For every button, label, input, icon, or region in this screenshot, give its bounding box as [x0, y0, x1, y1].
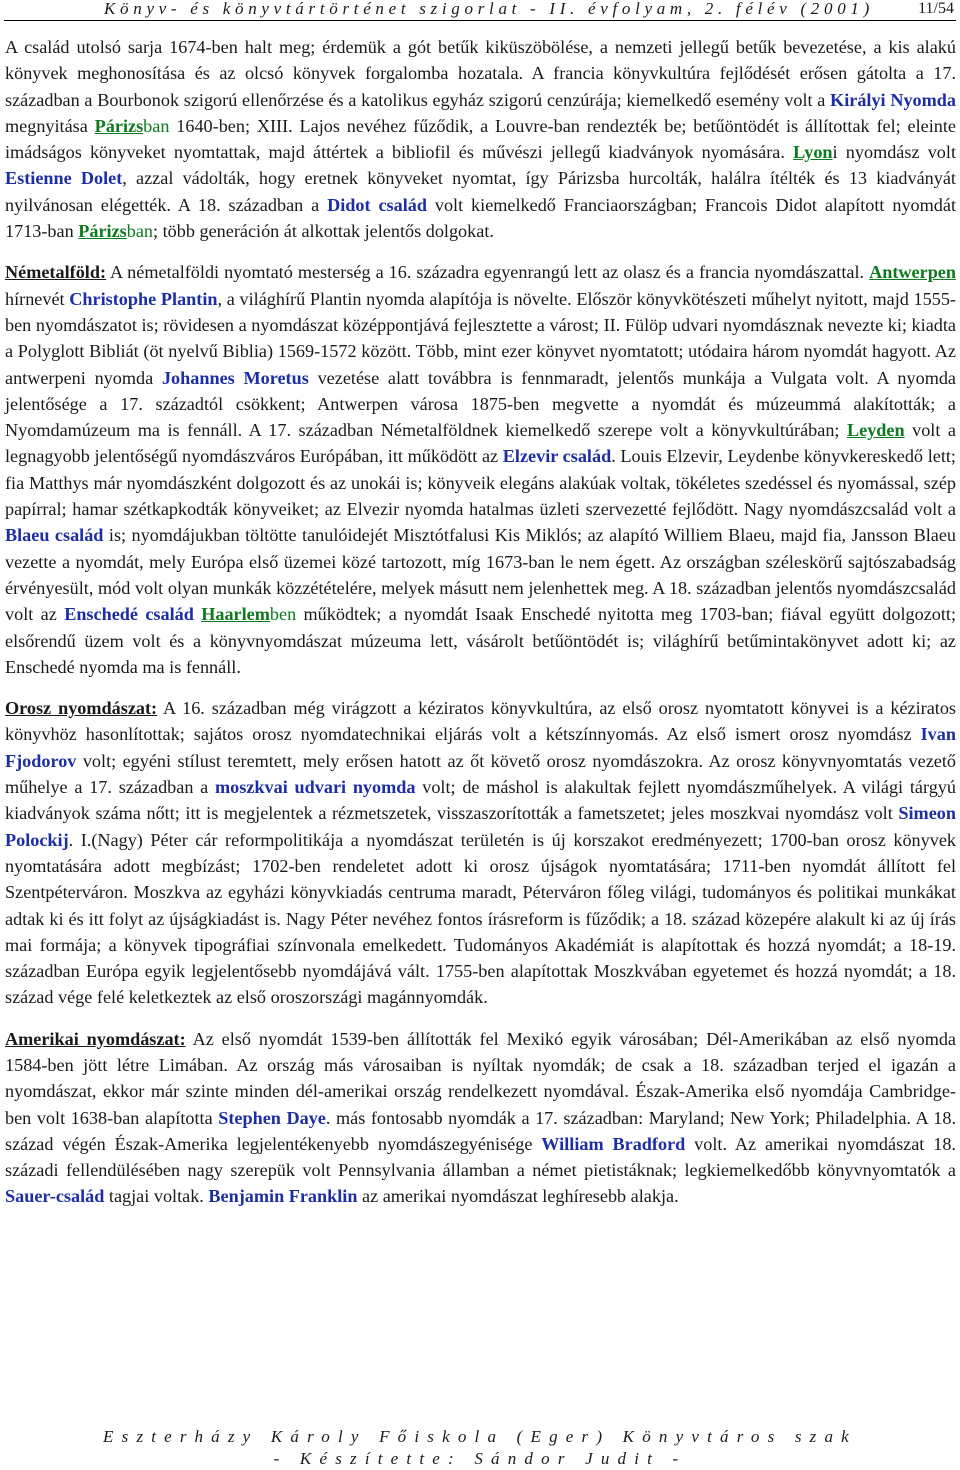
highlight-william-bradford: William Bradford — [541, 1133, 686, 1154]
highlight-stephen-daye: Stephen Daye — [218, 1107, 326, 1128]
highlight-sauer-csalad: Sauer-család — [5, 1186, 105, 1207]
text: tagjai voltak. — [104, 1186, 209, 1207]
section-heading-orosz: Orosz nyomdászat: — [5, 698, 158, 719]
footer-institution: Eszterházy Károly Főiskola (Eger) Könyvtáros szak — [103, 1427, 857, 1446]
highlight-ivan-fjodorov: Ivan Fjodorov — [5, 724, 956, 771]
highlight-estienne-dolet: Estienne Dolet — [5, 168, 123, 189]
page-header — [4, 0, 956, 21]
highlight-christophe-plantin: Christophe Plantin — [69, 288, 218, 309]
place-haarlem: Haarlem — [201, 604, 270, 625]
highlight-blaeu-csalad: Blaeu család — [5, 525, 104, 546]
place-suffix: ban — [126, 221, 153, 242]
text: volt; de máshol is alakultak fejlett nyomdászműhelyek. A világi tárgyú kiadványok száma nőtt; itt is megjelentek a rézmetszetek, visszaszorították a fametszetet; jeles moszkvai nyomdász volt — [5, 777, 956, 824]
highlight-johannes-moretus: Johannes Moretus — [161, 367, 309, 388]
text: az amerikai nyomdászat leghíresebb alakja. — [357, 1186, 679, 1207]
text: volt; egyéni stílust teremtett, mely erősen hatott az őt követő orosz nyomdászokra. Az orosz könyvnyomtatás vezető műhelye a 17. században a — [5, 750, 956, 798]
highlight-benjamin-franklin: Benjamin Franklin — [208, 1186, 358, 1207]
text: megnyitása — [5, 115, 95, 136]
text: hírnevét — [5, 288, 70, 309]
text: A 16. században még virágzott a kéziratos könyvkultúra, az első orosz nyomtatott könyvei is a kéziratos könyvhöz hasonlítottak; sajátos orosz nyomdatechnikai eljárás volt a kétszínnyomás. Az első ismert orosz nyomdász — [5, 698, 956, 745]
highlight-didot-csalad: Didot család — [327, 194, 427, 215]
text: Az első nyomdát 1539-ben állították fel Mexikó egyik városában; Dél-Amerikában az első nyomda 1584-ben jött létre Limában. Az ország más városaiban is nyíltak nyomdák; de csak a 18. században terjed el igazán a nyomdászat, ekkor már szinte minden dél-amerikai ország rendelkezett nyomdával. Észak-Amerika első nyomdája Cambridge-ben volt 1638-ban alapította — [5, 1028, 957, 1128]
page-footer — [0, 1426, 960, 1470]
text: működtek; a nyomdát Isaak Enschedé nyitotta meg 1703-ban; fiával együtt dolgozott; elsőrendű üzem volt és a könyvnyomdászat múzeuma lett, vásárolt betűöntödét is; világhírű betűmintakönyvet adott ki; az Enschedé nyomda ma is fennáll. — [5, 604, 957, 677]
place-paris: Párizs — [78, 221, 127, 242]
text: A németalföldi nyomtató mesterség a 16. századra egyenrangú lett az olasz és a francia nyomdászattal. — [106, 262, 870, 283]
text: is; nyomdájukban töltötte tanulóidejét Misztótfalusi Kis Miklós; az alapító Williem Blaeu, majd fia, Jansson Blaeu vezette a nyomdát, mely Európa első üzemei közé tartozott, míg 1673-ban le nem égett. Az országban széleskörű sajtószabadság érvényesült, mód volt olyan munkák közzétételére, melyek másutt nem jelenhettek meg. A 18. században jelentős nyomdászcsalád volt az — [5, 525, 956, 625]
section-heading-amerikai: Amerikai nyomdászat: — [5, 1028, 186, 1049]
text: A család utolsó sarja 1674-ben halt meg; érdemük a gót betűk kiküszöbölése, a nemzeti jellegű betűk bevezetése, a kis alakú könyvek meghonosítása és az olcsó könyvek forgalomba hozatala. A francia könyvkultúra fejlődését erősen gátolta a 17. században a Bourbonok szigorú ellenőrzése és a katolikus egyház szigorú cenzúrája; kiemelkedő esemény volt a — [5, 37, 956, 110]
place-suffix: ban — [143, 115, 170, 136]
highlight-kiralyi-nyomda: Királyi Nyomda — [830, 89, 956, 110]
text: i nyomdász volt — [832, 142, 957, 163]
highlight-elzevir-csalad: Elzevir család — [502, 446, 612, 467]
document-body — [5, 34, 956, 1225]
paragraph-netherlands-printing — [5, 259, 956, 680]
place-suffix: ben — [269, 604, 297, 625]
section-heading-nemetalfold: Németalföld: — [5, 262, 107, 283]
paragraph-french-printing — [5, 34, 956, 244]
place-paris: Párizs — [94, 115, 144, 136]
text: . más fontosabb nyomdák a 17. században: Maryland; New York; Philadelphia. A 18. század végén Észak-Amerika legjelentékenyebb nyomdászegyénisége — [5, 1107, 956, 1154]
place-leyden: Leyden — [847, 420, 905, 441]
text: . Louis Elzevir, Leydenbe könyvkereskedő lett; fia Matthys már nyomdászként dolgozott és az unokái is; könyveik elegáns alakúak voltak, tökéletes szedéssel és nyomással, szép papírral; hamar szétkapkodták könyveiket; az Elvezir nyomda hatalmas üzleti szervezetté fejlődött. Nagy nyomdászcsalád volt a — [5, 446, 956, 520]
place-antwerpen: Antwerpen — [869, 262, 956, 283]
text: vezetése alatt továbbra is fennmaradt, jelentős munkája a Vulgata volt. A nyomda jelentősége a 17. századtól csökkent; Antwerpen városa 1875-ben megvette a nyomdát és múzeummá alakították; a Nyomdamúzeum ma is fennáll. A 17. században Németalföldnek kiemelkedő szerepe volt a könyvkultúrában; — [5, 367, 957, 441]
paragraph-russian-printing — [5, 695, 956, 1011]
highlight-simeon-polockij: Simeon Polockij — [5, 803, 956, 850]
text: , a világhírű Plantin nyomda alapítója is növelte. Először könyvkötészeti műhelyt nyitott, majd 1555-ben nyomdászatot is; rövidesen a nyomdászat középpontjává fejlesztette a várost; II. Fülöp udvari nyomdásznak nevezte ki; kiadta a Polyglott Bibliát (öt nyelvű Biblia) 1569-1572 között. Több, mint ezer könyvet nyomtatott; utódaira három nyomdát hagyott. Az antwerpeni nyomda — [5, 288, 956, 388]
highlight-enschede-csalad: Enschedé család — [64, 604, 194, 625]
text: volt kiemelkedő Franciaországban; Francois Didot alapított nyomdát 1713-ban — [5, 194, 956, 242]
text: volt. Az amerikai nyomdászat 18. századi fellendülésében nagy szerepük volt Pennsylvania államban a német pietistáknak; legkiemelkedőbb könyvnyomtatók a — [5, 1133, 956, 1181]
highlight-moszkvai-udvari-nyomda: moszkvai udvari nyomda — [215, 777, 416, 798]
text: ; több generáción át alkottak jelentős dolgokat. — [153, 221, 494, 242]
page-number: 11/54 — [918, 0, 954, 17]
text: . I.(Nagy) Péter cár reformpolitikája a nyomdászat területén is új korszakot eredményezett; 1700-ban orosz könyvek nyomtatására adott megbízást; 1702-ben rendeletet adott ki orosz újságok nyomtatására; 1711-ben nyomdát állított fel Szentpéterváron. Moszkva az egyházi könyvkiadás centruma maradt, Péterváron főleg világi, tudományos és politikai munkákat adtak ki és itt folyt az újságkiadást is. Nagy Péter nevéhez fontos írásreform is fűződik; a 18. század közepére alakult ki az új írás mai formája; a könyvek tipográfiai színvonala emelkedett. Tudományos Akadémiát is alapítottak és hozzá nyomdát; a 18-19. században Európa egyik legjelentősebb nyomdájává vált. 1755-ben alapítottak Moszkvában egyetemet és hozzá nyomdát; a 18. század vége felé keletkeztek az első oroszországi magánnyomdák. — [5, 829, 956, 1008]
paragraph-american-printing — [5, 1026, 956, 1210]
text: , azzal vádolták, hogy eretnek könyveket nyomtat, így Párizsba hurcolták, halálra ítélték és 13 kiadványát nyilvánosan elégették. A 18. században a — [5, 168, 956, 215]
header-title: Könyv- és könyvtártörténet szigorlat - II. évfolyam, 2. félév (2001) — [104, 0, 874, 18]
text: 1640-ben; XIII. Lajos nevéhez fűződik, a Louvre-ban rendezték be; betűöntödét is állítottak fel; eleinte imádságos könyveket nyomtattak, majd áttértek a bibliofil és művészi jellegű kiadványok nyomására. — [5, 115, 956, 163]
footer-author: - Készítette: Sándor Judit - — [273, 1449, 687, 1468]
text: volt a legnagyobb jelentőségű nyomdászváros Európában, itt működött az — [5, 420, 956, 467]
place-lyon: Lyon — [793, 142, 833, 163]
